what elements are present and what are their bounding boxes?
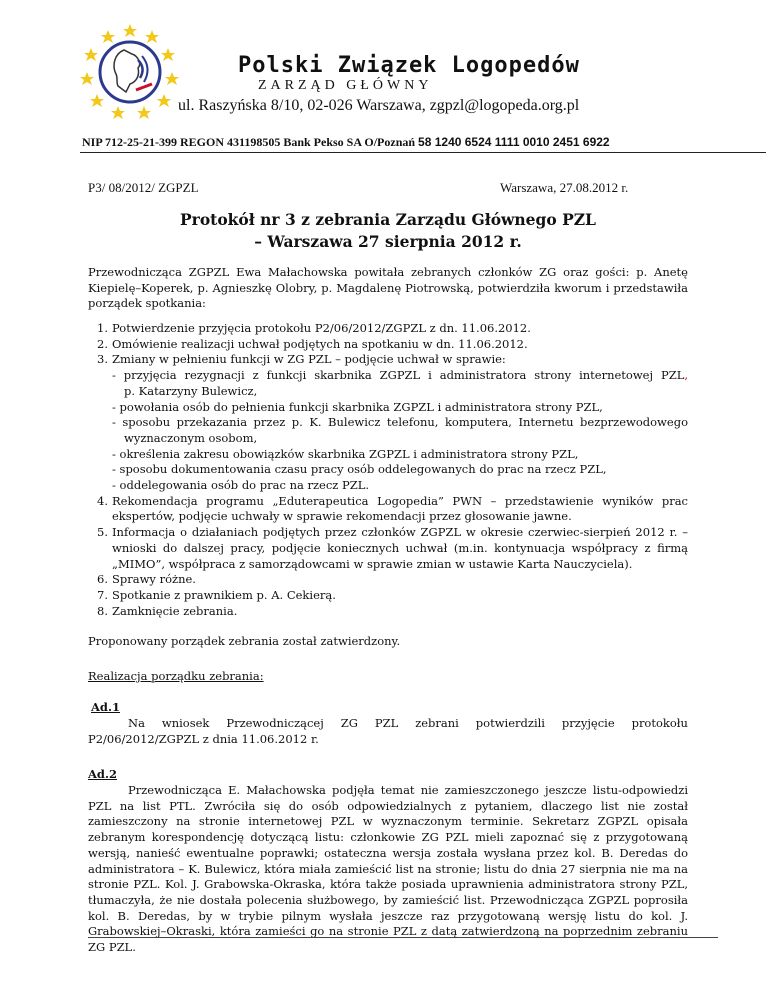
ad2-paragraph: Przewodnicząca E. Małachowska podjęła temat nie zamieszczonego jeszcze listu-odpowiedzi PZL na list PTL. Zwróciła się do osób odpowiedzialnych z pytaniem, dlaczego list nie został zamieszczony na stronie internetowej PZL w wyznaczonym terminie. Sekretarz ZGPZL opisała zebranym korespondencję dotyczącą listu: członkowie ZG PZL mieli zapoznać się z przygotowaną wersją, nanieść ewentualne poprawki; ostateczna wersja została wysłana przez kol. B. Deredas do administratora – K. Bulewicz, która miała zamieścić list na stronie; listu do dnia 27 sierpnia nie ma na stronie PZL. Kol. J. Grabowska-Okraska, która także posiada uprawnienia administratora strony PZL, tłumaczyła, że nie dostała polecenia służbowego, by zamieścić list. Przewodnicząca ZGPZL poprosiła kol. B. Deredas, by w trybie pilnym wysłała jeszcze raz przygotowaną wersję listu do kol. J. Grabowskiej–Okraski, która zamieści go na stronie PZL z datą zatwierdzoną na poprzednim zebraniu ZG PZL. [88, 783, 688, 955]
ad1-line1: Na wniosek Przewodniczącej ZG PZL zebrani potwierdzili przyjęcie protokołu [128, 716, 688, 730]
agenda-item [88, 604, 688, 620]
agenda-item [88, 337, 688, 353]
agenda-text: Rekomendacja programu „Eduterapeutica Logopedia” PWN – przedstawienie wyników prac ekspertów, podjęcie uchwały w sprawie rekomendacji przez głosowanie jawne. [112, 493, 688, 524]
agenda-item [88, 321, 688, 337]
pzl-logo-icon [80, 20, 180, 120]
agenda-subitem: - sposobu przekazania przez p. K. Bulewicz telefonu, komputera, Internetu bezprzewodowego [112, 415, 688, 430]
agenda-text: Potwierdzenie przyjęcia protokołu P2/06/2012/ZGPZL z dn. 11.06.2012. [112, 321, 531, 335]
intro-paragraph: Przewodnicząca ZGPZL Ewa Małachowska powitała zebranych członków ZG oraz gości: p. Anetę Kiepielę–Koperek, p. Agnieszkę Olobry, p. Magdalenę Piotrowską, potwierdziła kworum i przedstawiła porządek spotkania: [88, 265, 688, 311]
agenda-subitem: - sposobu dokumentowania czasu pracy osób oddelegowanych do prac na rzecz PZL, [112, 462, 607, 477]
place-date: Warszawa, 27.08.2012 r. [500, 180, 629, 195]
reference-number: P3/ 08/2012/ ZGPZL [88, 180, 199, 195]
agenda-subitem: - powołania osób do pełnienia funkcji skarbnika ZGPZL i administratora strony PZL, [112, 399, 603, 414]
agenda-num: 8. [97, 603, 108, 618]
agenda-num: 2. [97, 336, 108, 351]
tax-bank-line [82, 135, 610, 150]
agenda-item [88, 572, 688, 588]
agenda-num: 4. [97, 493, 108, 508]
agenda-num: 6. [97, 572, 108, 587]
agenda-approved: Proponowany porządek zebrania został zatwierdzony. [88, 634, 401, 648]
bank-account: 58 1240 6524 1111 0010 2451 6922 [418, 135, 610, 149]
footer-divider [88, 937, 718, 938]
agenda-num: 5. [97, 525, 108, 540]
agenda-text: Omówienie realizacji uchwał podjętych na spotkaniu w dn. 11.06.2012. [112, 336, 528, 351]
ad1-line2: P2/06/2012/ZGPZL z dnia 11.06.2012 r. [88, 731, 319, 746]
agenda-item [88, 588, 688, 604]
agenda-num: 3. [97, 352, 108, 367]
agenda-item [88, 352, 688, 368]
agenda-subitem: wyznaczonym osobom, [124, 430, 258, 445]
agenda-num: 1. [97, 321, 108, 335]
agenda-item [88, 494, 688, 525]
org-name: Polski Związek Logopedów [238, 53, 580, 78]
agenda-subitem: - określenia zakresu obowiązków skarbnika ZGPZL i administratora strony PZL, [112, 446, 579, 461]
agenda-text: Informacja o działaniach podjętych przez członków ZGPZL w okresie czerwiec-sierpień 2012 r. – wnioski do dalszej pracy, podjęcie koniecznych uchwał (m.in. kontynuacja współpracy z firmą „MIMO”, współpraca z samorządowcami w sprawie zmian w ustawie Karta Nauczyciela). [112, 525, 688, 571]
realization-heading: Realizacja porządku zebrania: [88, 669, 264, 683]
agenda-list [88, 321, 708, 619]
agenda-text: Zmiany w pełnieniu funkcji w ZG PZL – podjęcie uchwał w sprawie: [112, 352, 506, 367]
ad1-paragraph [88, 716, 688, 747]
tax-ids: NIP 712-25-21-399 REGON 431198505 Bank Pekso SA O/Poznań [82, 135, 419, 149]
agenda-subitem: p. Katarzyny Bulewicz, [124, 383, 258, 398]
header-divider [80, 152, 766, 153]
ad2-heading: Ad.2 [88, 767, 117, 781]
document-subtitle: – Warszawa 27 sierpnia 2012 r. [254, 232, 522, 251]
agenda-text: Sprawy różne. [112, 572, 196, 587]
board-name: ZARZĄD GŁÓWNY [258, 78, 433, 93]
ad1-heading: Ad.1 [91, 700, 120, 714]
document-title: Protokół nr 3 z zebrania Zarządu Głównego PZL [180, 210, 596, 229]
agenda-subitem: - oddelegowania osób do prac na rzecz PZL. [112, 478, 370, 493]
org-address: ul. Raszyńska 8/10, 02-026 Warszawa, zgpzl@logopeda.org.pl [178, 97, 580, 114]
agenda-subitem: - przyjęcia rezygnacji z funkcji skarbnika ZGPZL i administratora strony internetowej PZL, [112, 368, 688, 383]
agenda-text: Zamknięcie zebrania. [112, 603, 238, 618]
agenda-item [88, 525, 688, 572]
agenda-num: 7. [97, 587, 108, 602]
agenda-text: Spotkanie z prawnikiem p. A. Cekierą. [112, 587, 336, 602]
